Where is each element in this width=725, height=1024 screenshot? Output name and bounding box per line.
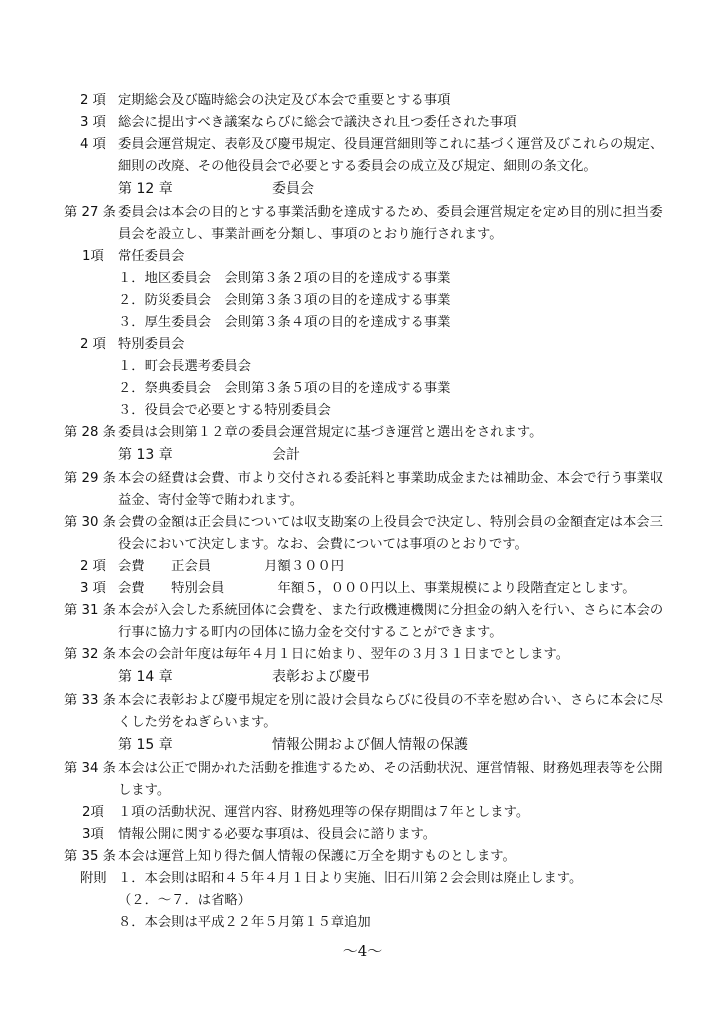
list-item-text: ２．祭典委員会 会則第３条５項の目的を達成する事業 bbox=[118, 381, 451, 396]
article-text: 本会は公正で開かれた活動を推進するため、その活動状況、運営情報、財務処理表等を公開 bbox=[118, 761, 663, 776]
list-item-text: ３．役員会で必要とする特別委員会 bbox=[118, 403, 331, 418]
chapter-title: 情報公開および個人情報の保護 bbox=[272, 737, 468, 753]
supplementary-text: ８．本会則は平成２２年５月第１５章追加 bbox=[118, 915, 371, 930]
article-label: 第 33 条 bbox=[64, 693, 116, 708]
list-item-text: ３．厚生委員会 会則第３条４項の目的を達成する事業 bbox=[118, 315, 451, 330]
article-text: 本会に表彰および慶弔規定を別に設け会員ならびに役員の不幸を慰め合い、さらに本会に尽 bbox=[118, 693, 664, 708]
article-text: 役会において決定します。なお、会費については事項のとおりです。 bbox=[118, 537, 528, 552]
article-text: 本会が入会した系統団体に会費を、また行政機連機関に分担金の納入を行い、さらに本会の bbox=[118, 603, 664, 618]
clause-text: 情報公開に関する必要な事項は、役員会に諮ります。 bbox=[118, 827, 437, 842]
chapter-title: 会計 bbox=[272, 447, 300, 463]
article-label: 第 35 条 bbox=[64, 849, 116, 864]
article-text: 本会の経費は会費、市より交付される委託料と事業助成金または補助金、本会で行う事業収 bbox=[118, 471, 664, 486]
article-label: 第 29 条 bbox=[64, 471, 116, 486]
article-text: 行事に協力する町内の団体に協力金を交付することができます。 bbox=[118, 625, 503, 640]
clause-label: 2 項 bbox=[80, 559, 106, 574]
chapter-number: 第 15 章 bbox=[118, 737, 173, 753]
page-number: ～4～ bbox=[342, 942, 383, 960]
article-text: 委員は会則第１２章の委員会運営規定に基づき運営と選出をされます。 bbox=[118, 425, 543, 440]
article-label: 第 27 条 bbox=[64, 205, 116, 220]
clause-text: 委員会運営規定、表彰及び慶弔規定、役員運営細則等これに基づく運営及びこれらの規定、 bbox=[118, 137, 664, 152]
clause-label: 3 項 bbox=[80, 115, 106, 130]
clause-label: 3項 bbox=[82, 827, 104, 842]
chapter-number: 第 13 章 bbox=[118, 447, 173, 463]
clause-text: 会費 正会員 月額３００円 bbox=[118, 559, 345, 574]
clause-label: 2 項 bbox=[80, 337, 106, 352]
chapter-number: 第 14 章 bbox=[118, 669, 173, 685]
article-label: 第 34 条 bbox=[64, 761, 116, 776]
clause-label: 2項 bbox=[82, 805, 104, 820]
supplementary-text: （２．～７．は省略） bbox=[118, 893, 251, 908]
clause-text: 特別委員会 bbox=[118, 337, 185, 352]
supplementary-text: １．本会則は昭和４５年４月１日より実施、旧石川第２会会則は廃止します。 bbox=[118, 871, 583, 886]
clause-text: 常任委員会 bbox=[118, 249, 185, 264]
chapter-title: 表彰および慶弔 bbox=[272, 669, 370, 685]
article-text: くした労をねぎらいます。 bbox=[118, 715, 277, 730]
article-text: 会費の金額は正会員については収支勘案の上役員会で決定し、特別会員の金額査定は本会三 bbox=[118, 515, 663, 530]
supplementary-label: 附則 bbox=[80, 871, 107, 886]
article-text: 本会は運営上知り得た個人情報の保護に万全を期すものとします。 bbox=[118, 849, 516, 864]
chapter-number: 第 12 章 bbox=[118, 181, 173, 197]
article-label: 第 32 条 bbox=[64, 647, 116, 662]
article-label: 第 30 条 bbox=[64, 515, 116, 530]
clause-text: １項の活動状況、運営内容、財務処理等の保存期間は７年とします。 bbox=[118, 805, 530, 820]
clause-text: 定期総会及び臨時総会の決定及び本会で重要とする事項 bbox=[118, 93, 451, 108]
list-item-text: １．地区委員会 会則第３条２項の目的を達成する事業 bbox=[118, 271, 451, 286]
list-item-text: ２．防災委員会 会則第３条３項の目的を達成する事業 bbox=[118, 293, 451, 308]
clause-label: 2 項 bbox=[80, 93, 106, 108]
clause-label: 1項 bbox=[82, 249, 104, 264]
article-text: 委員会は本会の目的とする事業活動を達成するため、委員会運営規定を定め目的別に担当委 bbox=[118, 205, 663, 220]
clause-label: 3 項 bbox=[80, 581, 106, 596]
article-text: 本会の会計年度は毎年４月１日に始まり、翌年の３月３１日までとします。 bbox=[118, 647, 570, 662]
clause-text: 細則の改廃、その他役員会で必要とする委員会の成立及び規定、細則の条文化。 bbox=[118, 159, 597, 174]
article-text: します。 bbox=[118, 783, 171, 798]
article-label: 第 31 条 bbox=[64, 603, 116, 618]
clause-text: 会費 特別会員 年額５，０００円以上、事業規模により段階査定とします。 bbox=[118, 581, 636, 596]
article-text: 員会を設立し、事業計画を分類し、事項のとおり施行されます。 bbox=[118, 227, 503, 242]
chapter-title: 委員会 bbox=[272, 181, 314, 197]
clause-text: 総会に提出すべき議案ならびに総会で議決され且つ委任された事項 bbox=[118, 115, 517, 130]
article-text: 益金、寄付金等で賄われます。 bbox=[118, 493, 304, 508]
article-label: 第 28 条 bbox=[64, 425, 116, 440]
list-item-text: １．町会長選考委員会 bbox=[118, 359, 251, 374]
clause-label: 4 項 bbox=[80, 137, 106, 152]
